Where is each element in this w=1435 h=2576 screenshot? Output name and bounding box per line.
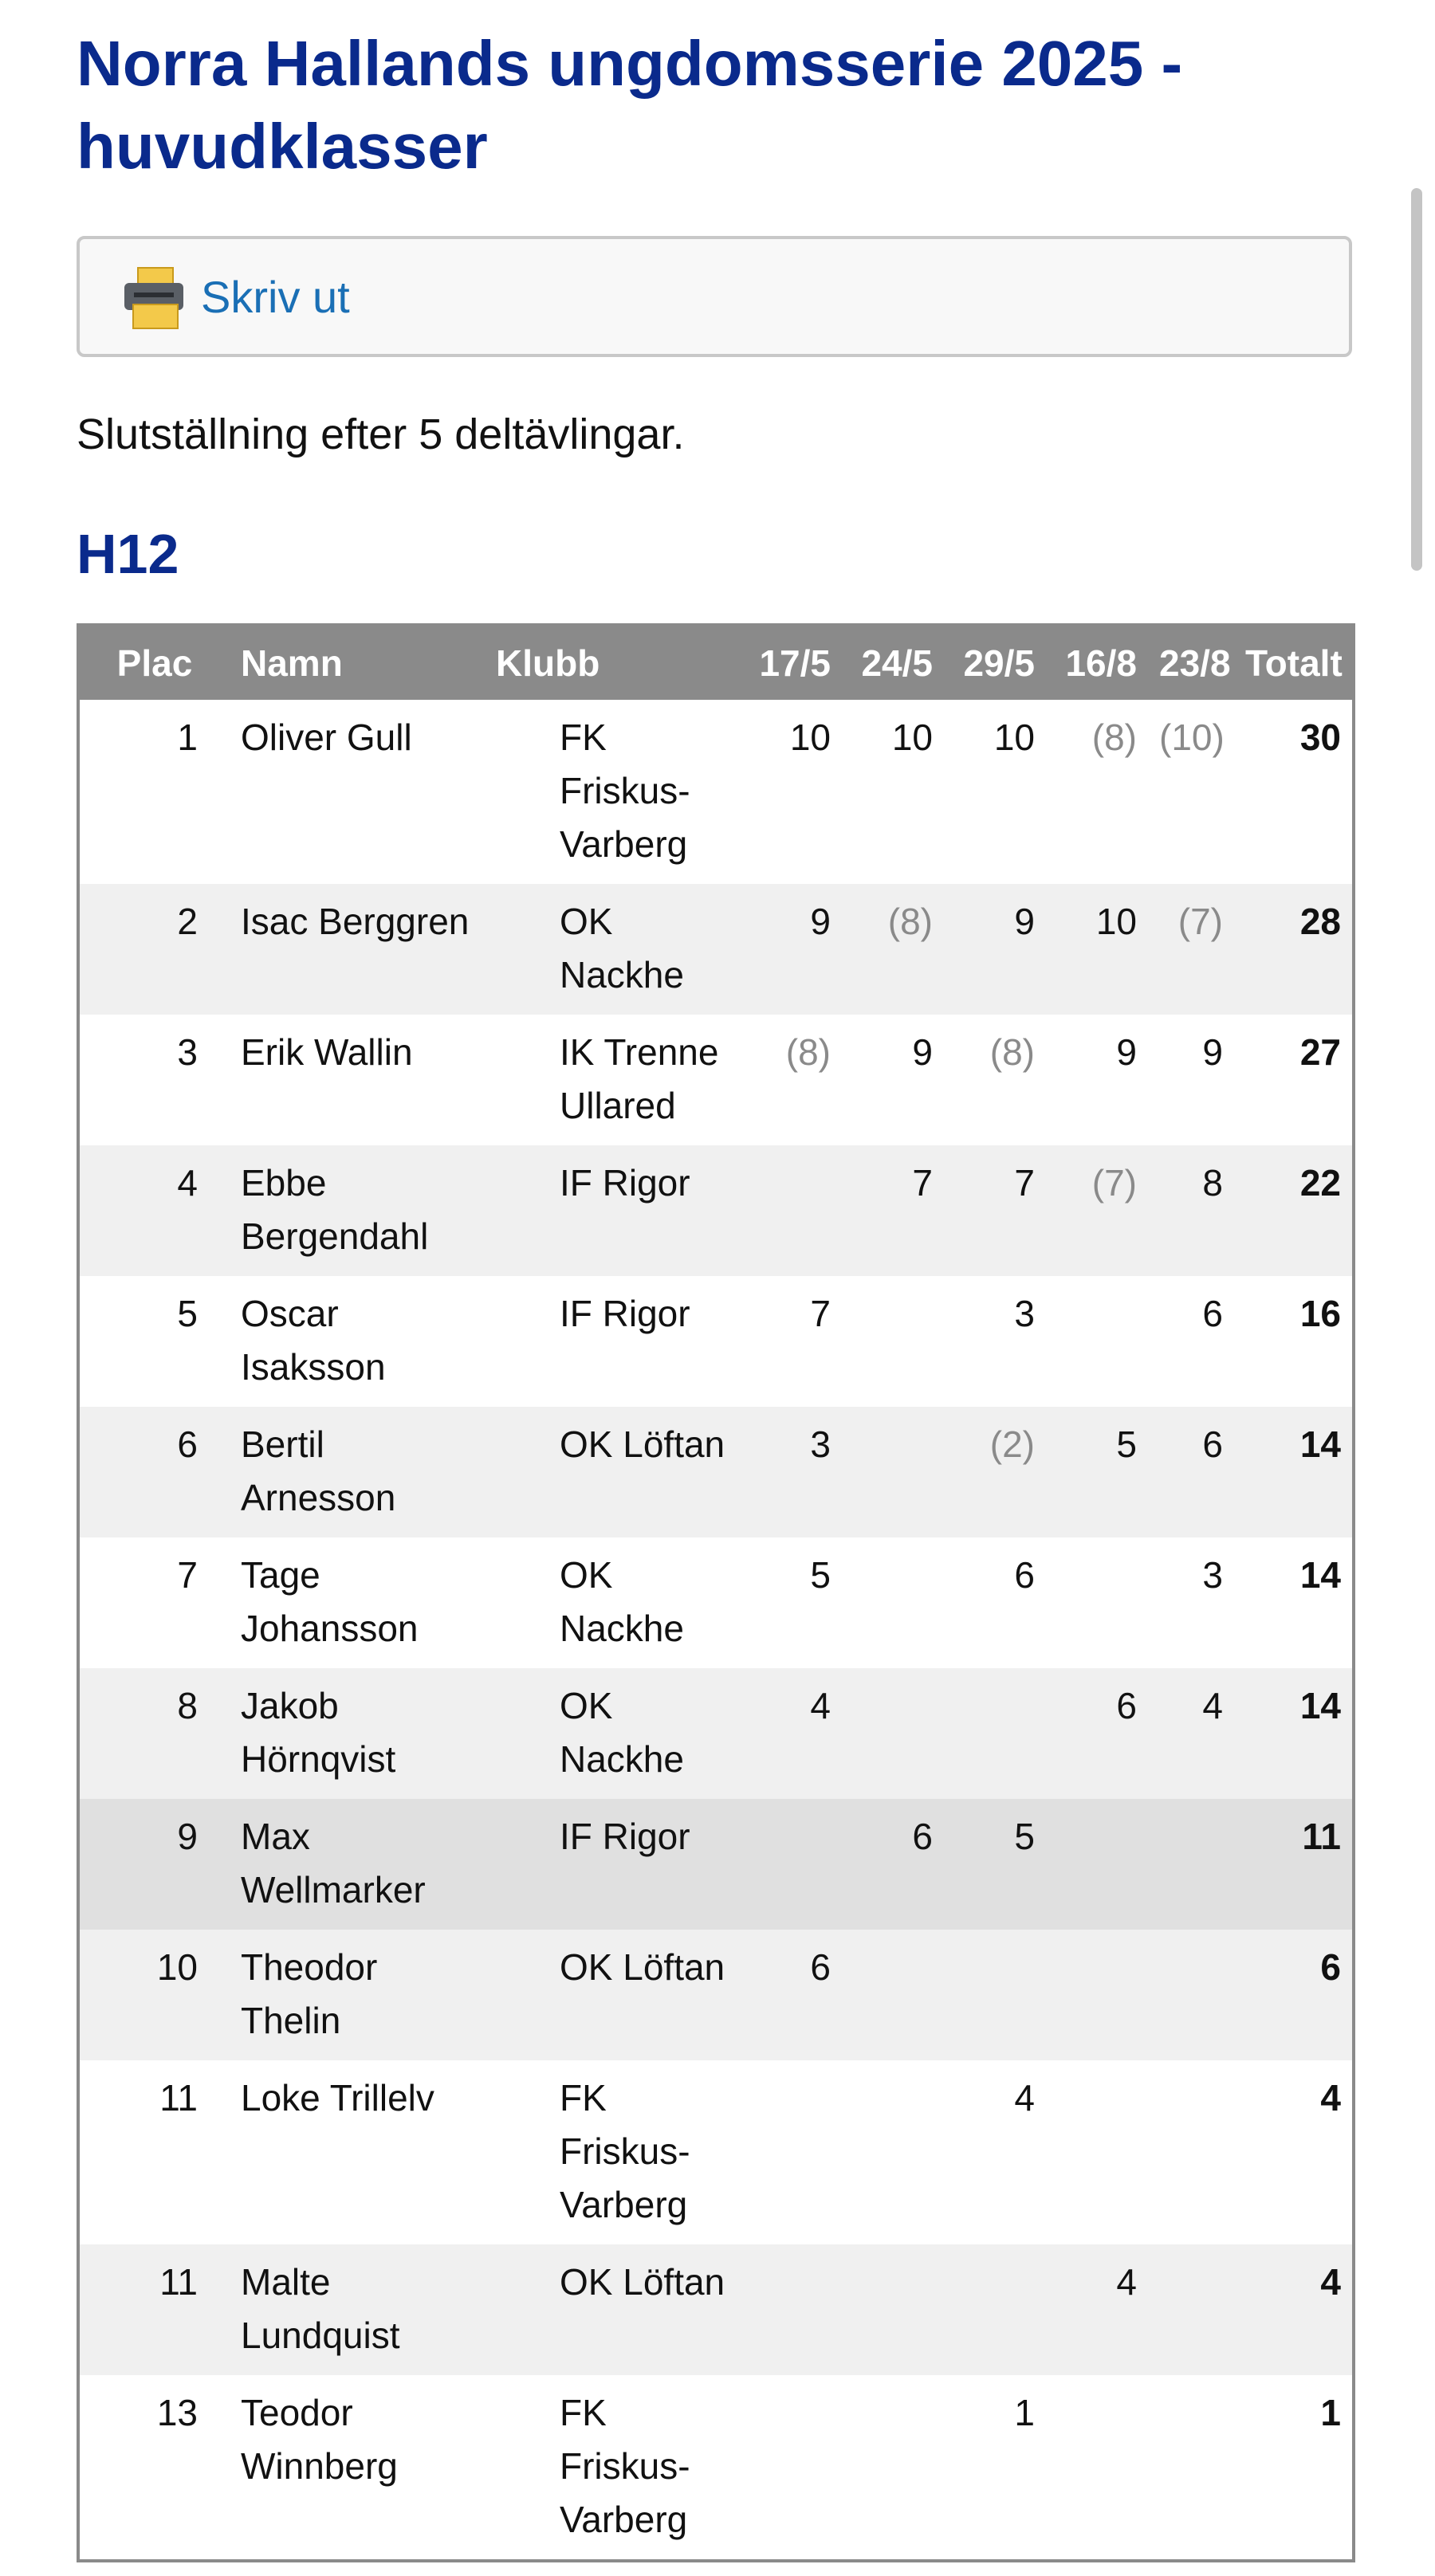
race-score: 9 (842, 1015, 944, 1145)
race-score: 6 (1148, 1276, 1234, 1407)
race-score: 3 (740, 1407, 842, 1537)
race-score: 6 (1148, 1407, 1234, 1537)
race-score: 9 (944, 884, 1046, 1015)
class-heading: H12 (77, 523, 179, 585)
race-score: 10 (740, 700, 842, 884)
table-row (78, 2244, 1354, 2375)
race-score (1148, 2244, 1234, 2375)
race-score: (8) (842, 884, 944, 1015)
total-score: 22 (1234, 1145, 1354, 1276)
race-score: 4 (1148, 1668, 1234, 1799)
race-score (740, 1799, 842, 1930)
race-score (740, 2060, 842, 2244)
race-score: (8) (1046, 700, 1148, 884)
header-race-3: 29/5 (944, 625, 1046, 700)
race-score (842, 1930, 944, 2060)
race-score (1148, 2375, 1234, 2561)
total-score: 11 (1234, 1799, 1354, 1930)
race-score (1046, 1930, 1148, 2060)
race-score: 7 (740, 1276, 842, 1407)
race-score: 7 (944, 1145, 1046, 1276)
table-row (78, 1930, 1354, 2060)
total-score: 14 (1234, 1668, 1354, 1799)
race-score (1148, 1930, 1234, 2060)
race-score: 8 (1148, 1145, 1234, 1276)
race-score (740, 1145, 842, 1276)
runner-name: Erik Wallin (230, 1015, 485, 1145)
place-cell: 2 (78, 884, 230, 1015)
place-cell: 11 (78, 2060, 230, 2244)
race-score (842, 2375, 944, 2561)
place-cell: 4 (78, 1145, 230, 1276)
race-score (842, 1668, 944, 1799)
total-score: 30 (1234, 700, 1354, 884)
race-score: 5 (1046, 1407, 1148, 1537)
table-row (78, 2375, 1354, 2561)
race-score: 6 (1046, 1668, 1148, 1799)
race-score (740, 2244, 842, 2375)
table-header-row (78, 625, 1354, 700)
total-score: 1 (1234, 2375, 1354, 2561)
runner-name: Max Wellmarker (230, 1799, 485, 1930)
table-row (78, 1015, 1354, 1145)
race-score (1046, 1537, 1148, 1668)
race-score: 10 (944, 700, 1046, 884)
header-namn: Namn (230, 625, 485, 700)
race-score: 3 (1148, 1537, 1234, 1668)
table-row (78, 1668, 1354, 1799)
runner-name: Ebbe Bergendahl (230, 1145, 485, 1276)
race-score: 6 (740, 1930, 842, 2060)
race-score (944, 2244, 1046, 2375)
race-score (1046, 2375, 1148, 2561)
race-score (1046, 2060, 1148, 2244)
header-klubb: Klubb (485, 625, 740, 700)
total-score: 14 (1234, 1537, 1354, 1668)
place-cell: 7 (78, 1537, 230, 1668)
race-score (740, 2375, 842, 2561)
race-score: 9 (1046, 1015, 1148, 1145)
race-score: 7 (842, 1145, 944, 1276)
header-plac: Plac (78, 625, 230, 700)
total-score: 4 (1234, 2060, 1354, 2244)
place-cell: 5 (78, 1276, 230, 1407)
page-title: Norra Hallands ungdomsserie 2025 - huvudklasser (77, 28, 1183, 182)
results-body (78, 700, 1354, 2561)
race-score: 6 (944, 1537, 1046, 1668)
runner-name: Jakob Hörnqvist (230, 1668, 485, 1799)
club-name: OK Nackhe (485, 1668, 740, 1799)
club-name: FK Friskus-Varberg (485, 700, 740, 884)
race-score: 10 (842, 700, 944, 884)
scrollbar-thumb[interactable] (1411, 188, 1422, 571)
results-table (77, 623, 1355, 2562)
print-box (77, 236, 1352, 357)
race-score: (7) (1148, 884, 1234, 1015)
place-cell: 13 (78, 2375, 230, 2561)
race-score (1148, 1799, 1234, 1930)
print-link[interactable]: Skriv ut (201, 271, 350, 322)
total-score: 4 (1234, 2244, 1354, 2375)
place-cell: 10 (78, 1930, 230, 2060)
race-score (1046, 1276, 1148, 1407)
header-race-5: 23/8 (1148, 625, 1234, 700)
header-race-2: 24/5 (842, 625, 944, 700)
race-score: 5 (944, 1799, 1046, 1930)
place-cell: 3 (78, 1015, 230, 1145)
race-score: 9 (740, 884, 842, 1015)
club-name: OK Nackhe (485, 1537, 740, 1668)
race-score: (8) (944, 1015, 1046, 1145)
race-score (1046, 1799, 1148, 1930)
race-score (944, 1668, 1046, 1799)
table-row (78, 884, 1354, 1015)
club-name: IF Rigor (485, 1799, 740, 1930)
race-score (842, 2060, 944, 2244)
club-name: FK Friskus-Varberg (485, 2060, 740, 2244)
race-score: (10) (1148, 700, 1234, 884)
place-cell: 8 (78, 1668, 230, 1799)
race-score: 1 (944, 2375, 1046, 2561)
race-score (842, 1407, 944, 1537)
race-score: 6 (842, 1799, 944, 1930)
table-row (78, 700, 1354, 884)
header-race-1: 17/5 (740, 625, 842, 700)
race-score: 3 (944, 1276, 1046, 1407)
table-row (78, 1407, 1354, 1537)
club-name: IK Trenne Ullared (485, 1015, 740, 1145)
race-score: 10 (1046, 884, 1148, 1015)
club-name: IF Rigor (485, 1276, 740, 1407)
club-name: OK Löftan (485, 1930, 740, 2060)
race-score: (8) (740, 1015, 842, 1145)
place-cell: 9 (78, 1799, 230, 1930)
header-totalt: Totalt (1234, 625, 1354, 700)
runner-name: Oliver Gull (230, 700, 485, 884)
place-cell: 6 (78, 1407, 230, 1537)
table-row (78, 1799, 1354, 1930)
runner-name: Isac Berggren (230, 884, 485, 1015)
race-score (842, 1276, 944, 1407)
place-cell: 11 (78, 2244, 230, 2375)
runner-name: Loke Trillelv (230, 2060, 485, 2244)
race-score: (7) (1046, 1145, 1148, 1276)
table-row (78, 2060, 1354, 2244)
runner-name: Bertil Arnesson (230, 1407, 485, 1537)
race-score: 4 (740, 1668, 842, 1799)
header-race-4: 16/8 (1046, 625, 1148, 700)
table-row (78, 1276, 1354, 1407)
race-score: 4 (944, 2060, 1046, 2244)
runner-name: Oscar Isaksson (230, 1276, 485, 1407)
race-score: 5 (740, 1537, 842, 1668)
total-score: 14 (1234, 1407, 1354, 1537)
total-score: 28 (1234, 884, 1354, 1015)
runner-name: Tage Johansson (230, 1537, 485, 1668)
total-score: 6 (1234, 1930, 1354, 2060)
club-name: OK Nackhe (485, 884, 740, 1015)
race-score (842, 2244, 944, 2375)
club-name: OK Löftan (485, 2244, 740, 2375)
total-score: 16 (1234, 1276, 1354, 1407)
printer-icon[interactable] (123, 265, 185, 328)
table-row (78, 1537, 1354, 1668)
club-name: OK Löftan (485, 1407, 740, 1537)
race-score: 9 (1148, 1015, 1234, 1145)
club-name: IF Rigor (485, 1145, 740, 1276)
runner-name: Teodor Winnberg (230, 2375, 485, 2561)
runner-name: Malte Lundquist (230, 2244, 485, 2375)
total-score: 27 (1234, 1015, 1354, 1145)
race-score: 4 (1046, 2244, 1148, 2375)
standings-subtitle: Slutställning efter 5 deltävlingar. (77, 410, 685, 458)
runner-name: Theodor Thelin (230, 1930, 485, 2060)
race-score (944, 1930, 1046, 2060)
race-score (1148, 2060, 1234, 2244)
race-score (842, 1537, 944, 1668)
place-cell: 1 (78, 700, 230, 884)
club-name: FK Friskus-Varberg (485, 2375, 740, 2561)
race-score: (2) (944, 1407, 1046, 1537)
table-row (78, 1145, 1354, 1276)
